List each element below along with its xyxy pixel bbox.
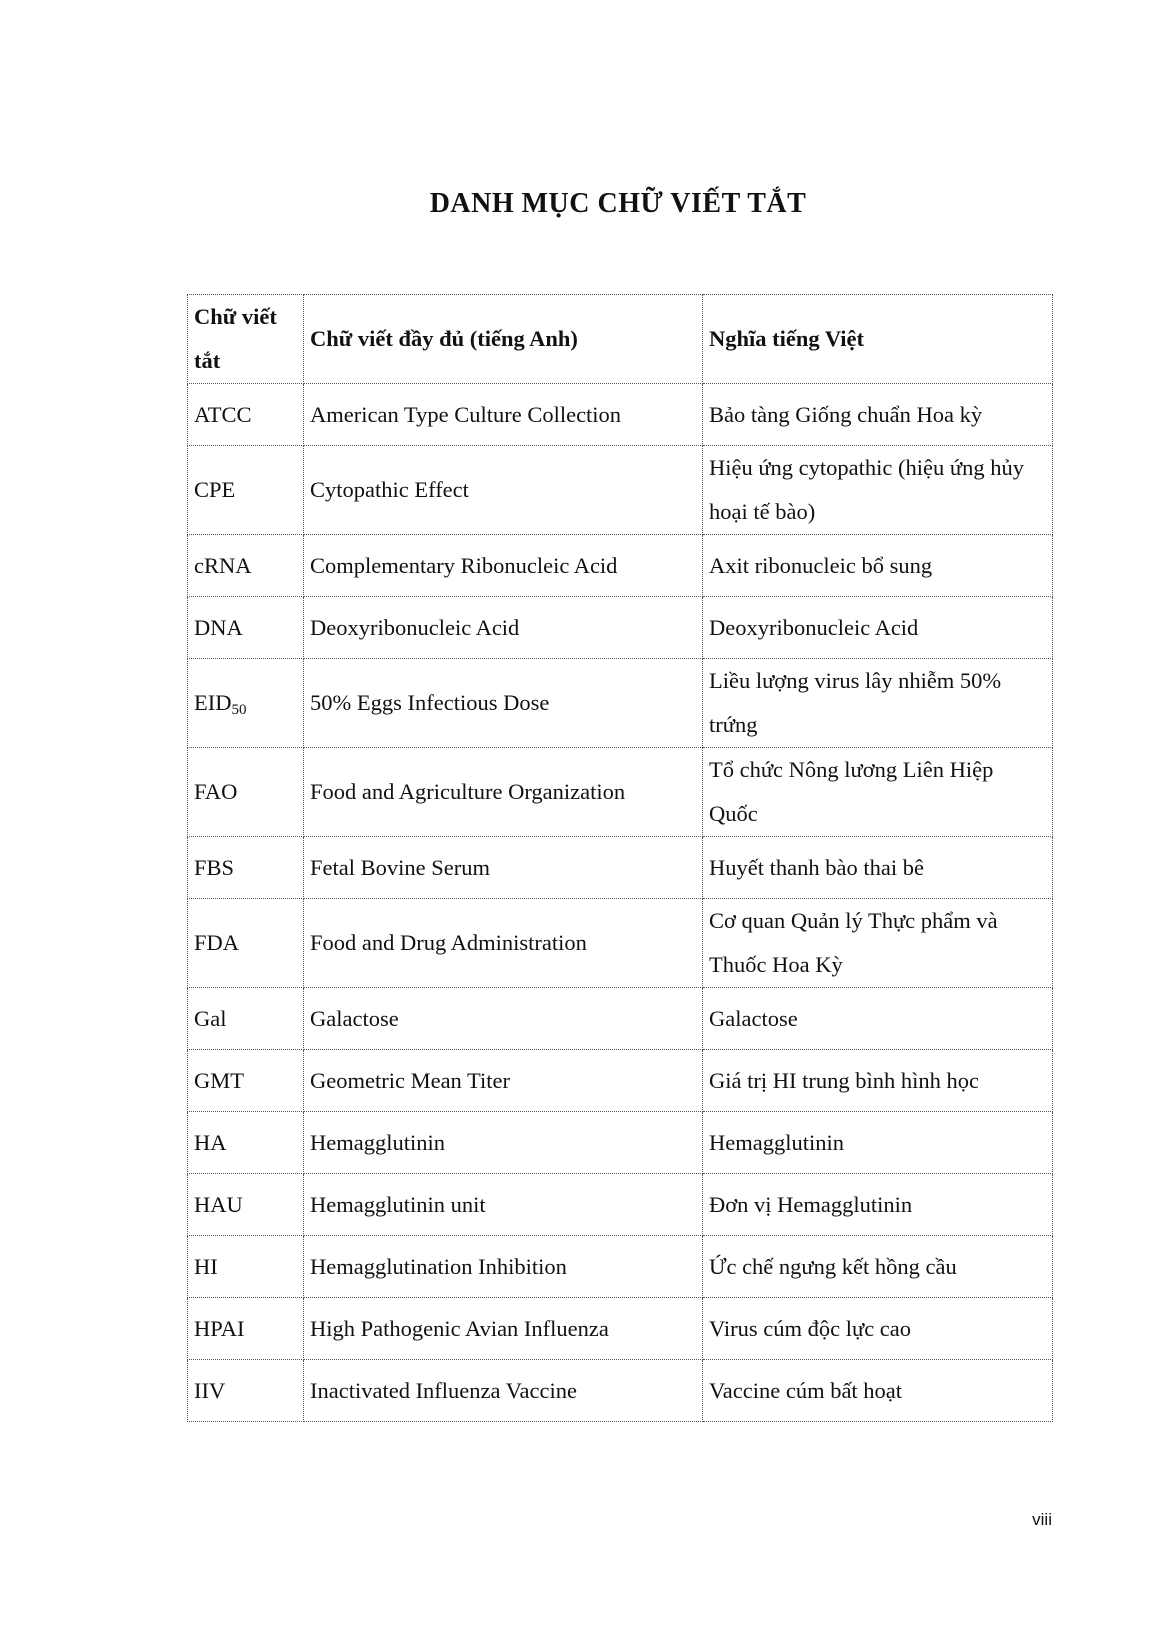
table-row	[188, 748, 1053, 837]
table-row	[188, 1298, 1053, 1360]
viet-cell: Tổ chức Nông lương Liên Hiệp Quốc	[703, 748, 1053, 837]
abbr-cell: FAO	[188, 748, 304, 837]
header-full-english: Chữ viết đầy đủ (tiếng Anh)	[304, 295, 703, 384]
full-cell: Deoxyribonucleic Acid	[304, 597, 703, 659]
viet-cell: Liều lượng virus lây nhiễm 50% trứng	[703, 659, 1053, 748]
table-row	[188, 899, 1053, 988]
full-cell: Hemagglutinin unit	[304, 1174, 703, 1236]
full-cell: Fetal Bovine Serum	[304, 837, 703, 899]
full-cell: Cytopathic Effect	[304, 446, 703, 535]
table-row	[188, 1236, 1053, 1298]
abbr-cell: HPAI	[188, 1298, 304, 1360]
viet-cell: Hemagglutinin	[703, 1112, 1053, 1174]
abbr-subscript: 50	[231, 702, 247, 718]
table-row	[188, 535, 1053, 597]
full-cell: Food and Agriculture Organization	[304, 748, 703, 837]
full-cell: Geometric Mean Titer	[304, 1050, 703, 1112]
abbr-cell: HI	[188, 1236, 304, 1298]
abbr-cell: DNA	[188, 597, 304, 659]
table-header-row	[188, 295, 1053, 384]
viet-cell: Cơ quan Quản lý Thực phẩm và Thuốc Hoa Kỳ	[703, 899, 1053, 988]
viet-cell: Đơn vị Hemagglutinin	[703, 1174, 1053, 1236]
viet-cell: Bảo tàng Giống chuẩn Hoa kỳ	[703, 384, 1053, 446]
abbr-cell: IIV	[188, 1360, 304, 1422]
abbr-cell: ATCC	[188, 384, 304, 446]
abbr-base: EID	[194, 690, 232, 715]
table-row	[188, 446, 1053, 535]
viet-cell: Hiệu ứng cytopathic (hiệu ứng hủy hoại tế bào)	[703, 446, 1053, 535]
full-cell: Inactivated Influenza Vaccine	[304, 1360, 703, 1422]
page-number: viii	[1032, 1510, 1052, 1529]
abbr-cell: HAU	[188, 1174, 304, 1236]
table-row	[188, 1360, 1053, 1422]
abbr-cell: CPE	[188, 446, 304, 535]
viet-cell: Axit ribonucleic bổ sung	[703, 535, 1053, 597]
table-row	[188, 384, 1053, 446]
viet-cell: Galactose	[703, 988, 1053, 1050]
viet-cell: Huyết thanh bào thai bê	[703, 837, 1053, 899]
abbr-cell: cRNA	[188, 535, 304, 597]
full-cell: American Type Culture Collection	[304, 384, 703, 446]
abbr-cell: HA	[188, 1112, 304, 1174]
table-row	[188, 1112, 1053, 1174]
full-cell: High Pathogenic Avian Influenza	[304, 1298, 703, 1360]
full-cell: Hemagglutination Inhibition	[304, 1236, 703, 1298]
viet-cell: Deoxyribonucleic Acid	[703, 597, 1053, 659]
viet-cell: Virus cúm độc lực cao	[703, 1298, 1053, 1360]
header-vietnamese-meaning: Nghĩa tiếng Việt	[703, 295, 1053, 384]
full-cell: Galactose	[304, 988, 703, 1050]
abbr-cell: GMT	[188, 1050, 304, 1112]
table-row	[188, 837, 1053, 899]
table-row	[188, 988, 1053, 1050]
viet-cell: Ức chế ngưng kết hồng cầu	[703, 1236, 1053, 1298]
full-cell: Hemagglutinin	[304, 1112, 703, 1174]
table-row	[188, 1174, 1053, 1236]
viet-cell: Vaccine cúm bất hoạt	[703, 1360, 1053, 1422]
full-cell: 50% Eggs Infectious Dose	[304, 659, 703, 748]
table-row	[188, 659, 1053, 748]
full-cell: Complementary Ribonucleic Acid	[304, 535, 703, 597]
abbr-cell: FBS	[188, 837, 304, 899]
abbr-cell: Gal	[188, 988, 304, 1050]
page-title: DANH MỤC CHỮ VIẾT TẮT	[429, 188, 807, 219]
table-row	[188, 1050, 1053, 1112]
full-cell: Food and Drug Administration	[304, 899, 703, 988]
abbr-cell	[188, 659, 304, 748]
header-abbreviation: Chữ viết tắt	[188, 295, 304, 384]
abbr-cell: FDA	[188, 899, 304, 988]
abbreviation-table	[187, 294, 1053, 1422]
viet-cell: Giá trị HI trung bình hình học	[703, 1050, 1053, 1112]
table-row	[188, 597, 1053, 659]
